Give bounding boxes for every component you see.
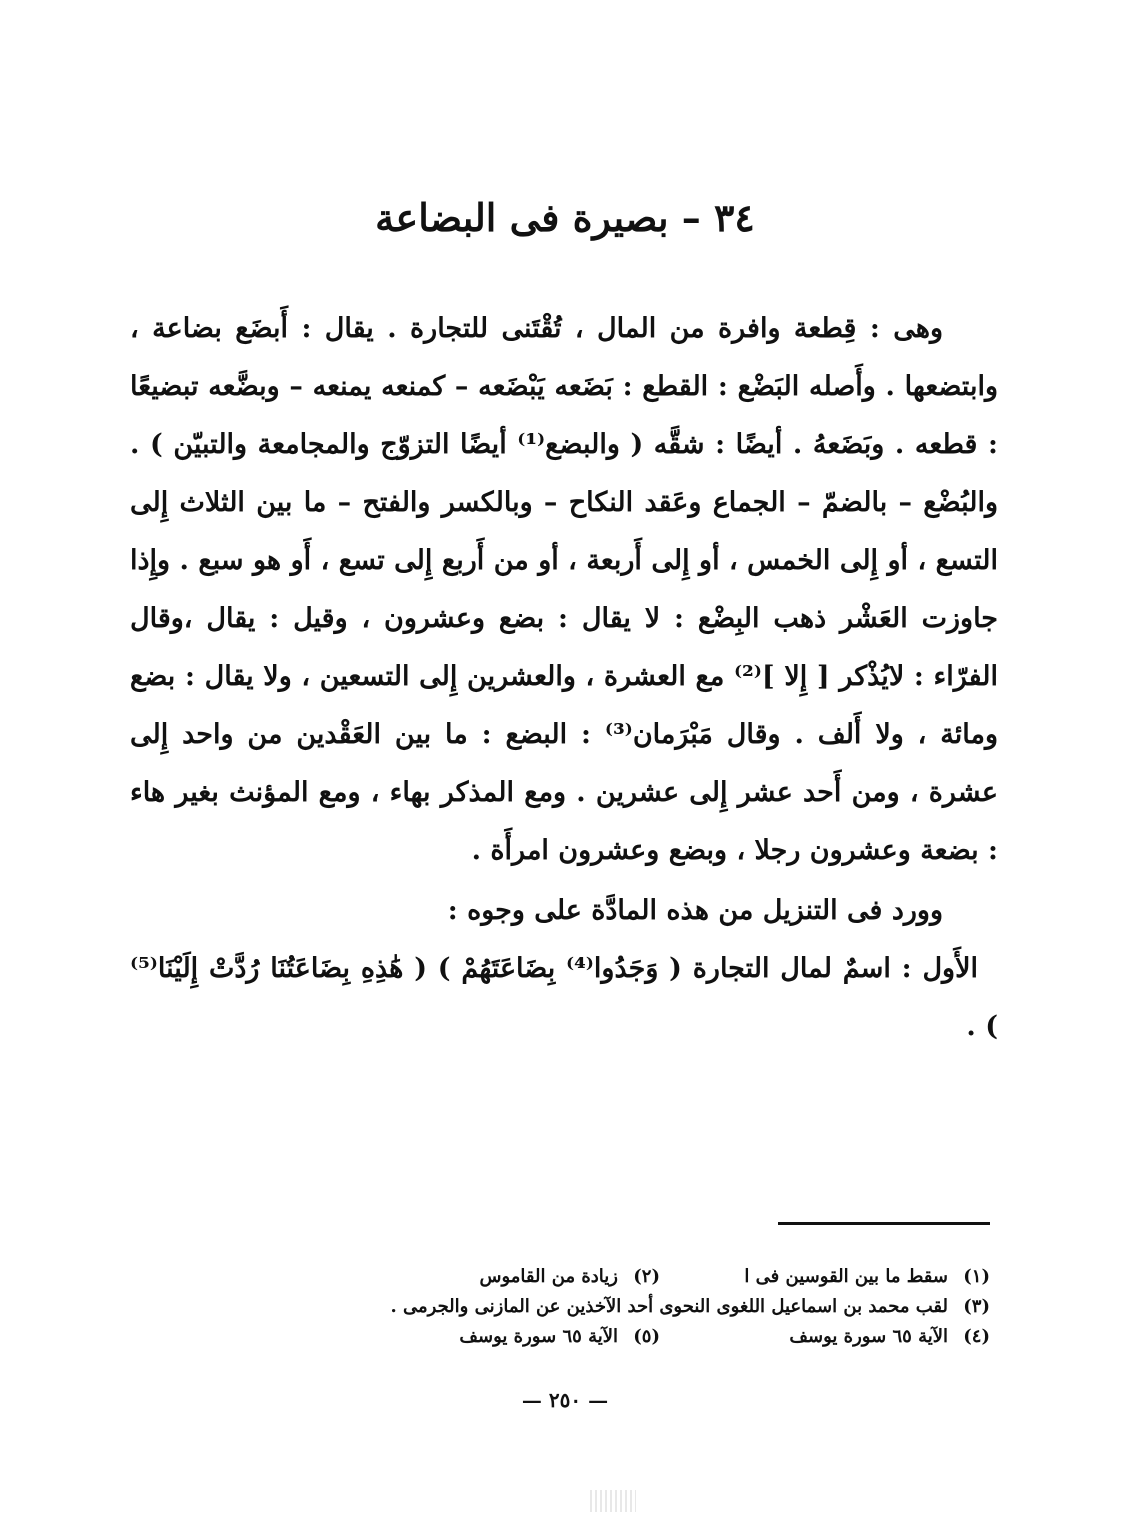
- footnote-number: (٣): [963, 1296, 990, 1317]
- paragraph-definition: وهى : قِطعة وافرة من المال ، تُقْتَنى للتجارة . يقال : أَبضَع بضاعة ، وابتضعها . وأَصله البَضْع : القطع : بَضَعه يَبْضَعه – كمنعه يمنعه – وبضَّعه تبضيعًا : قطعه . وبَضَعهُ . أيضًا : شقَّه ( والبضع⁽¹⁾ أيضًا التزوّج والمجامعة والتبيّن ) . والبُضْع – بالضمّ – الجماع وعَقد النكاح – وبالكسر والفتح – ما بين الثلاث إِلى التسع ، أو إِلى الخمس ، أو إِلى أَربعة ، أو من أَربع إِلى تسع ، أَو هو سبع . وإِذا جاوزت العَشْر ذهب البِضْع : لا يقال : بضع وعشرون ، وقيل : يقال ،وقال الفرّاء : لايُذْكر [ إِلا ]⁽²⁾ مع العشرة ، والعشرين إِلى التسعين ، ولا يقال : بضع ومائة ، ولا أَلف . وقال مَبْرَمان⁽³⁾ : البضع : ما بين العَقْدين من واحد إِلى عشرة ، ومن أَحد عشر إِلى عشرين . ومع المذكر بهاء ، ومع المؤنث بغير هاء : بضعة وعشرون رجلا ، وبضع وعشرون امرأَة .: [130, 313, 998, 866]
- paragraph-first-meaning: الأَول : اسمٌ لمال التجارة ( وَجَدُوا⁽⁴⁾ بِضَاعَتَهُمْ ) ( هَٰذِهِ بِضَاعَتُنَا رُدَّتْ إِلَيْنَا⁽⁵⁾ ) .: [130, 953, 998, 1042]
- footnote-separator: [778, 1222, 990, 1225]
- footnote-text: سقط ما بين القوسين فى ا: [744, 1266, 948, 1287]
- chapter-heading: ٣٤ – بصيرة فى البضاعة: [375, 195, 755, 240]
- footnote-text: الآية ٦٥ سورة يوسف: [789, 1326, 948, 1347]
- scan-smudge: [590, 1490, 636, 1512]
- paragraph-quran-intro: وورد فى التنزيل من هذه المادَّة على وجوه :: [447, 895, 943, 926]
- footnote-row: [230, 1322, 990, 1352]
- footnote-number: (٢): [633, 1266, 660, 1287]
- footnote: [390, 1292, 990, 1322]
- body-text: [130, 300, 998, 1056]
- footnote-text: لقب محمد بن اسماعيل اللغوى النحوى أحد الآخذين عن المازنى والجرمى .: [390, 1296, 948, 1317]
- footnote-number: (٤): [963, 1326, 990, 1347]
- footnote-text: الآية ٦٥ سورة يوسف: [459, 1326, 618, 1347]
- footnotes: [230, 1262, 990, 1352]
- footnote: [660, 1322, 990, 1352]
- footnote-number: (١): [963, 1266, 990, 1287]
- page-number: — ٢٥٠ —: [521, 1388, 609, 1412]
- footnote-number: (٥): [633, 1326, 660, 1347]
- footnote-text: زيادة من القاموس: [479, 1266, 618, 1287]
- footnote: [459, 1322, 660, 1352]
- footnote: [660, 1262, 990, 1292]
- footnote: [480, 1262, 661, 1292]
- footnote-row: [230, 1292, 990, 1322]
- footnote-row: [230, 1262, 990, 1292]
